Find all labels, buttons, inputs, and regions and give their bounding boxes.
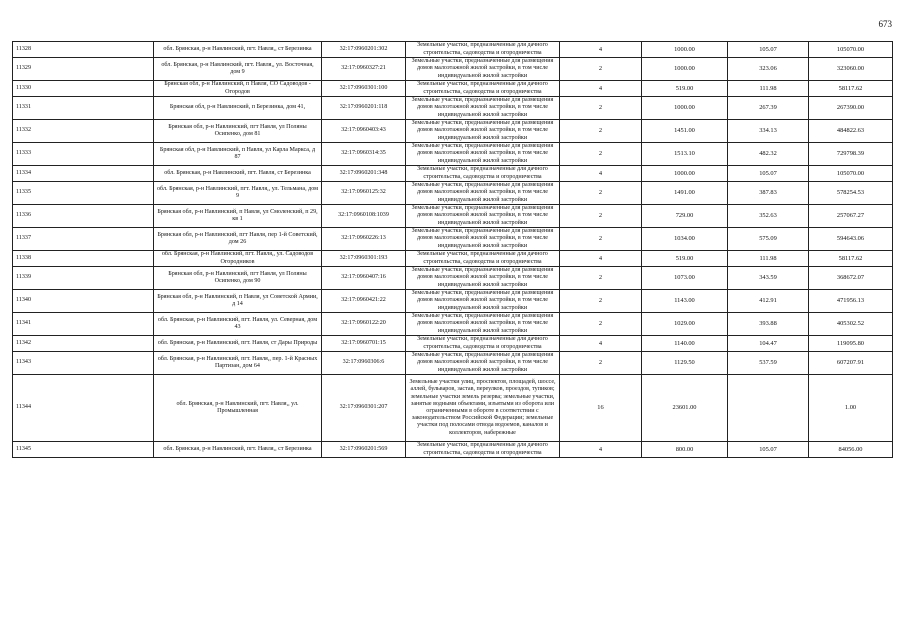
specific-value-cell: 482.32 xyxy=(728,143,809,166)
table-row xyxy=(13,336,893,352)
cadastral-value-cell: 58117.62 xyxy=(809,81,893,97)
row-number-cell: 11335 xyxy=(13,182,154,205)
group-number-cell: 2 xyxy=(560,228,642,251)
address-cell: обл. Брянская, р-н Навлинский, пгт. Навля, ст Дары Природы xyxy=(154,336,322,352)
area-cell: 729.00 xyxy=(642,205,728,228)
specific-value-cell: 111.98 xyxy=(728,81,809,97)
land-use-cell: Земельные участки, предназначенные для размещения домов малоэтажной жилой застройки, в том числе индивидуальной жилой застройки xyxy=(406,205,560,228)
row-number-cell: 11345 xyxy=(13,442,154,458)
specific-value-cell: 323.06 xyxy=(728,58,809,81)
cadastral-number-cell: 32:17:0960108:1039 xyxy=(322,205,406,228)
address-cell: Брянская обл, р-н Навлинский, пгт Навля, ул Поляны Осипенко, дом 90 xyxy=(154,267,322,290)
specific-value-cell: 575.09 xyxy=(728,228,809,251)
cadastral-number-cell: 32:17:0960201:118 xyxy=(322,97,406,120)
address-cell: обл. Брянская, р-н Навлинский, пгт. Навля,, ул. Садоводов Огородников xyxy=(154,251,322,267)
cadastral-number-cell: 32:17:0960421:22 xyxy=(322,290,406,313)
cadastral-value-cell: 1.00 xyxy=(809,375,893,442)
cadastral-value-cell: 405302.52 xyxy=(809,313,893,336)
specific-value-cell: 537.59 xyxy=(728,352,809,375)
area-cell: 23601.00 xyxy=(642,375,728,442)
area-cell: 1000.00 xyxy=(642,42,728,58)
area-cell: 1513.10 xyxy=(642,143,728,166)
group-number-cell: 2 xyxy=(560,313,642,336)
specific-value-cell xyxy=(728,375,809,442)
table-row xyxy=(13,182,893,205)
cadastral-number-cell: 32:17:0960125:32 xyxy=(322,182,406,205)
cadastral-value-cell: 484822.63 xyxy=(809,120,893,143)
area-cell: 800.00 xyxy=(642,442,728,458)
cadastral-number-cell: 32:17:0960314:35 xyxy=(322,143,406,166)
row-number-cell: 11341 xyxy=(13,313,154,336)
specific-value-cell: 352.63 xyxy=(728,205,809,228)
specific-value-cell: 111.98 xyxy=(728,251,809,267)
address-cell: Брянская обл, р-н Навлинский, п Навля, ул Смоленский, п 29, кв 1 xyxy=(154,205,322,228)
address-cell: Брянская обл, р-н Навлинский, пгт Навля, пер 1-й Советский, дом 26 xyxy=(154,228,322,251)
cadastral-number-cell: 32:17:0960301:100 xyxy=(322,81,406,97)
address-cell: обл. Брянская, р-н Навлинский, пгт. Навля,, пер. 1-й Красных Партизан, дом 64 xyxy=(154,352,322,375)
table-row xyxy=(13,228,893,251)
cadastral-number-cell: 32:17:0960403:43 xyxy=(322,120,406,143)
group-number-cell: 2 xyxy=(560,120,642,143)
table-row xyxy=(13,205,893,228)
group-number-cell: 2 xyxy=(560,290,642,313)
row-number-cell: 11330 xyxy=(13,81,154,97)
cadastral-number-cell: 32:17:0960407:16 xyxy=(322,267,406,290)
land-use-cell: Земельные участки, предназначенные для дачного строительства, садоводства и огородничества xyxy=(406,336,560,352)
specific-value-cell: 412.91 xyxy=(728,290,809,313)
area-cell: 1073.00 xyxy=(642,267,728,290)
land-use-cell: Земельные участки, предназначенные для размещения домов малоэтажной жилой застройки, в том числе индивидуальной жилой застройки xyxy=(406,290,560,313)
land-use-cell: Земельные участки, предназначенные для размещения домов малоэтажной жилой застройки, в том числе индивидуальной жилой застройки xyxy=(406,352,560,375)
row-number-cell: 11344 xyxy=(13,375,154,442)
cadastral-number-cell: 32:17:0960301:207 xyxy=(322,375,406,442)
group-number-cell: 16 xyxy=(560,375,642,442)
row-number-cell: 11328 xyxy=(13,42,154,58)
table-row xyxy=(13,81,893,97)
row-number-cell: 11336 xyxy=(13,205,154,228)
table-row xyxy=(13,97,893,120)
area-cell: 1029.00 xyxy=(642,313,728,336)
row-number-cell: 11332 xyxy=(13,120,154,143)
row-number-cell: 11338 xyxy=(13,251,154,267)
land-use-cell: Земельные участки, предназначенные для размещения домов малоэтажной жилой застройки, в том числе индивидуальной жилой застройки xyxy=(406,120,560,143)
cadastral-value-cell: 84056.00 xyxy=(809,442,893,458)
row-number-cell: 11337 xyxy=(13,228,154,251)
table-row xyxy=(13,166,893,182)
row-number-cell: 11329 xyxy=(13,58,154,81)
table-body xyxy=(13,42,893,458)
table-row xyxy=(13,120,893,143)
land-use-cell: Земельные участки, предназначенные для размещения домов малоэтажной жилой застройки, в том числе индивидуальной жилой застройки xyxy=(406,267,560,290)
land-use-cell: Земельные участки, предназначенные для дачного строительства, садоводства и огородничества xyxy=(406,442,560,458)
address-cell: обл. Брянская, р-н Навлинский, пгт. Навля, ул. Северная, дом 43 xyxy=(154,313,322,336)
group-number-cell: 2 xyxy=(560,352,642,375)
table-row xyxy=(13,267,893,290)
address-cell: обл. Брянская, р-н Навлинский, пгт. Навля,, ул. Промышленная xyxy=(154,375,322,442)
area-cell: 519.00 xyxy=(642,81,728,97)
cadastral-number-cell: 32:17:0960306:6 xyxy=(322,352,406,375)
group-number-cell: 2 xyxy=(560,267,642,290)
area-cell: 1143.00 xyxy=(642,290,728,313)
cadastral-value-cell: 323060.00 xyxy=(809,58,893,81)
table-row xyxy=(13,442,893,458)
land-use-cell: Земельные участки, предназначенные для дачного строительства, садоводства и огородничества xyxy=(406,166,560,182)
table-row xyxy=(13,251,893,267)
address-cell: обл. Брянская, р-н Навлинский, пгт. Навля, ст Березинка xyxy=(154,166,322,182)
group-number-cell: 2 xyxy=(560,205,642,228)
land-use-cell: Земельные участки, предназначенные для размещения домов малоэтажной жилой застройки, в том числе индивидуальной жилой застройки xyxy=(406,143,560,166)
group-number-cell: 4 xyxy=(560,81,642,97)
cadastral-number-cell: 32:17:0960701:15 xyxy=(322,336,406,352)
table-row xyxy=(13,352,893,375)
cadastral-value-cell: 594643.06 xyxy=(809,228,893,251)
row-number-cell: 11342 xyxy=(13,336,154,352)
cadastral-number-cell: 32:17:0960201:348 xyxy=(322,166,406,182)
area-cell: 1000.00 xyxy=(642,166,728,182)
area-cell: 1000.00 xyxy=(642,58,728,81)
row-number-cell: 11340 xyxy=(13,290,154,313)
page-number: 673 xyxy=(878,19,892,29)
cadastral-value-table xyxy=(12,41,893,458)
address-cell: обл. Брянская, р-н Навлинский, пгт. Навля,, ул. Восточная, дом 9 xyxy=(154,58,322,81)
address-cell: Брянская обл, р-н Навлинский, п Навля, ул Советской Армии, д 14 xyxy=(154,290,322,313)
specific-value-cell: 387.83 xyxy=(728,182,809,205)
specific-value-cell: 105.07 xyxy=(728,42,809,58)
row-number-cell: 11331 xyxy=(13,97,154,120)
specific-value-cell: 334.13 xyxy=(728,120,809,143)
group-number-cell: 2 xyxy=(560,143,642,166)
address-cell: Брянская обл, р-н Навлинский, п Навля, СО Садоводов - Огородов xyxy=(154,81,322,97)
group-number-cell: 4 xyxy=(560,251,642,267)
land-use-cell: Земельные участки, предназначенные для размещения домов малоэтажной жилой застройки, в том числе индивидуальной жилой застройки xyxy=(406,182,560,205)
cadastral-number-cell: 32:17:0960201:302 xyxy=(322,42,406,58)
area-cell: 1129.50 xyxy=(642,352,728,375)
specific-value-cell: 105.07 xyxy=(728,442,809,458)
land-use-cell: Земельные участки, предназначенные для дачного строительства, садоводства и огородничества xyxy=(406,251,560,267)
group-number-cell: 4 xyxy=(560,336,642,352)
cadastral-value-cell: 105070.00 xyxy=(809,166,893,182)
land-use-cell: Земельные участки улиц, проспектов, площадей, шоссе, аллей, бульваров, застав, переулков, проездов, тупиков; земельные участки земель резерва; земельные участки, занятые водными объектами, изъятыми из оборота или ограниченными в обороте в соответствии с законодательством Российской Федерации; земельные участки под полосами отвода водоемов, каналов и коллекторов, набережные xyxy=(406,375,560,442)
area-cell: 519.00 xyxy=(642,251,728,267)
cadastral-number-cell: 32:17:0960327:21 xyxy=(322,58,406,81)
group-number-cell: 4 xyxy=(560,166,642,182)
group-number-cell: 4 xyxy=(560,442,642,458)
table-row xyxy=(13,313,893,336)
cadastral-value-cell: 471956.13 xyxy=(809,290,893,313)
row-number-cell: 11333 xyxy=(13,143,154,166)
row-number-cell: 11343 xyxy=(13,352,154,375)
specific-value-cell: 343.59 xyxy=(728,267,809,290)
table-row xyxy=(13,42,893,58)
area-cell: 1451.00 xyxy=(642,120,728,143)
land-use-cell: Земельные участки, предназначенные для размещения домов малоэтажной жилой застройки, в том числе индивидуальной жилой застройки xyxy=(406,313,560,336)
cadastral-value-cell: 729798.39 xyxy=(809,143,893,166)
table-row xyxy=(13,58,893,81)
specific-value-cell: 104.47 xyxy=(728,336,809,352)
address-cell: Брянская обл, р-н Навлинский, п Навля, ул Карла Маркса, д 87 xyxy=(154,143,322,166)
land-use-cell: Земельные участки, предназначенные для размещения домов малоэтажной жилой застройки, в том числе индивидуальной жилой застройки xyxy=(406,228,560,251)
row-number-cell: 11334 xyxy=(13,166,154,182)
land-use-cell: Земельные участки, предназначенные для дачного строительства, садоводства и огородничества xyxy=(406,42,560,58)
cadastral-value-cell: 58117.62 xyxy=(809,251,893,267)
address-cell: обл. Брянская, р-н Навлинский, пгт. Навля,, ст Березинка xyxy=(154,442,322,458)
group-number-cell: 2 xyxy=(560,58,642,81)
cadastral-value-cell: 578254.53 xyxy=(809,182,893,205)
address-cell: Брянская обл, р-н Навлинский, пгт Навля, ул Поляны Осипенко, дом 81 xyxy=(154,120,322,143)
cadastral-number-cell: 32:17:0960201:569 xyxy=(322,442,406,458)
row-number-cell: 11339 xyxy=(13,267,154,290)
address-cell: обл. Брянская, р-н Навлинский, пгт. Навля,, ст Березинка xyxy=(154,42,322,58)
cadastral-value-cell: 257067.27 xyxy=(809,205,893,228)
group-number-cell: 4 xyxy=(560,42,642,58)
area-cell: 1000.00 xyxy=(642,97,728,120)
land-use-cell: Земельные участки, предназначенные для размещения домов малоэтажной жилой застройки, в том числе индивидуальной жилой застройки xyxy=(406,58,560,81)
address-cell: Брянская обл, р-н Навлинский, п Березинка, дом 41, xyxy=(154,97,322,120)
specific-value-cell: 267.39 xyxy=(728,97,809,120)
table-row xyxy=(13,375,893,442)
cadastral-value-cell: 119095.80 xyxy=(809,336,893,352)
cadastral-value-cell: 607207.91 xyxy=(809,352,893,375)
area-cell: 1140.00 xyxy=(642,336,728,352)
table-row xyxy=(13,290,893,313)
area-cell: 1034.00 xyxy=(642,228,728,251)
group-number-cell: 2 xyxy=(560,97,642,120)
land-use-cell: Земельные участки, предназначенные для размещения домов малоэтажной жилой застройки, в том числе индивидуальной жилой застройки xyxy=(406,97,560,120)
group-number-cell: 2 xyxy=(560,182,642,205)
specific-value-cell: 393.88 xyxy=(728,313,809,336)
cadastral-value-cell: 267390.00 xyxy=(809,97,893,120)
cadastral-number-cell: 32:17:0960301:193 xyxy=(322,251,406,267)
cadastral-number-cell: 32:17:0960226:13 xyxy=(322,228,406,251)
address-cell: обл. Брянская, р-н Навлинский, пгт. Навля,, ул. Тельмана, дом 9 xyxy=(154,182,322,205)
cadastral-number-cell: 32:17:0960122:20 xyxy=(322,313,406,336)
cadastral-value-cell: 105070.00 xyxy=(809,42,893,58)
land-use-cell: Земельные участки, предназначенные для дачного строительства, садоводства и огородничества xyxy=(406,81,560,97)
table-row xyxy=(13,143,893,166)
area-cell: 1491.00 xyxy=(642,182,728,205)
specific-value-cell: 105.07 xyxy=(728,166,809,182)
cadastral-value-cell: 368672.07 xyxy=(809,267,893,290)
